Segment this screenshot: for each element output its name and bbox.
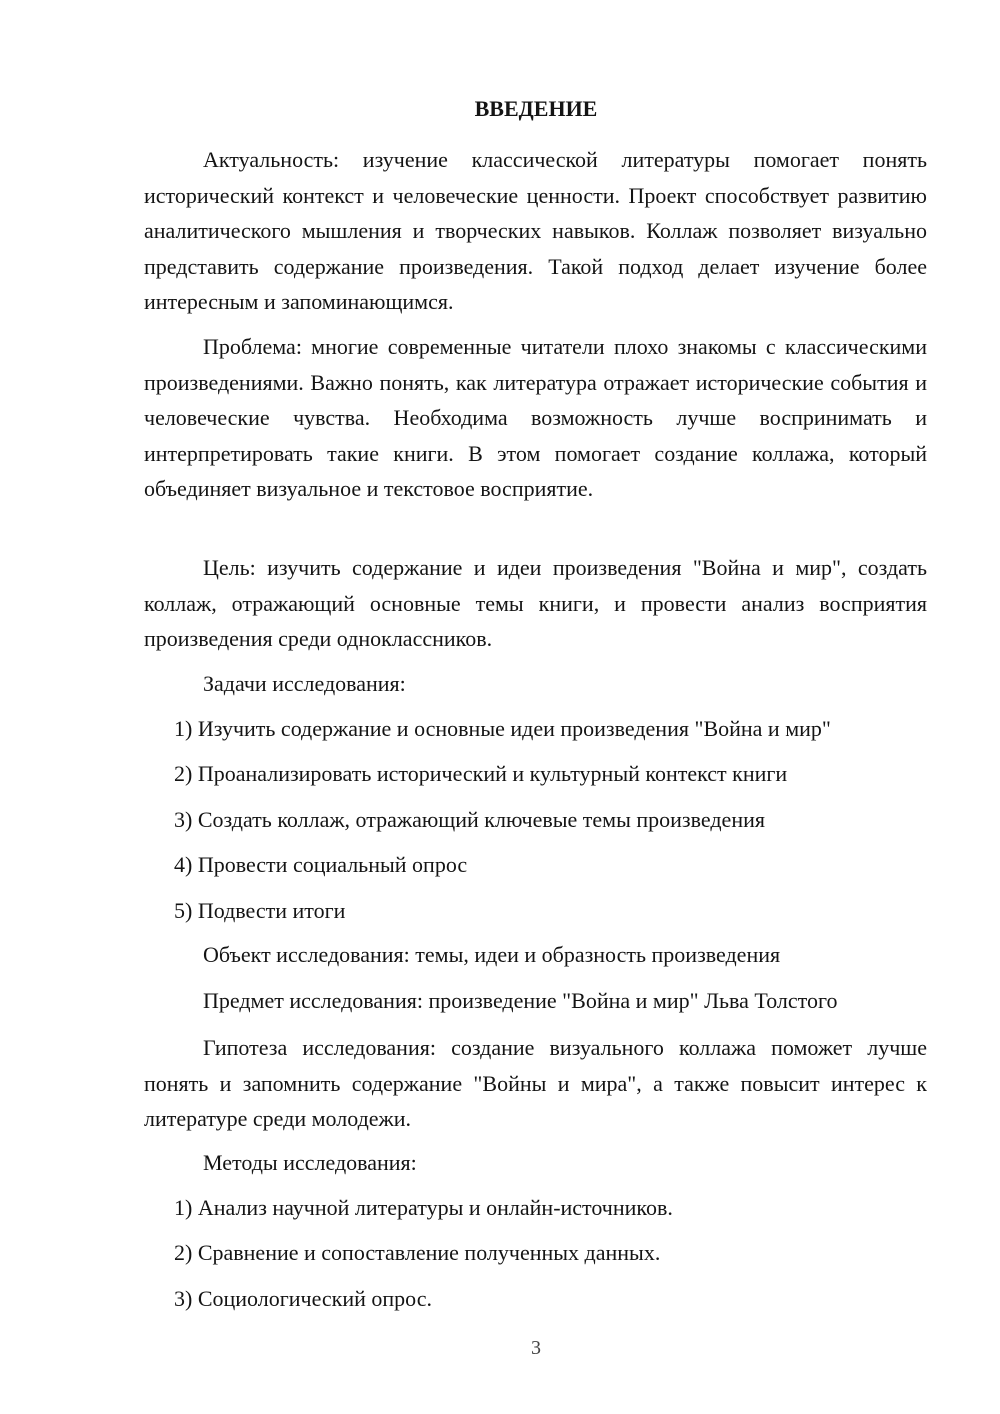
problem-paragraph: Проблема: многие современные читатели плохо знакомы с классическими произведениями. Важно понять, как литература отражает исторические события и человеческие чувства. Необходима возможность лучше воспринимать и интерпретировать такие книги. В этом помогает создание коллажа, который объединяет визуальное и текстовое восприятие. bbox=[144, 334, 927, 501]
list-item-task-3: 3) Создать коллаж, отражающий ключевые темы произведения bbox=[174, 807, 765, 832]
list-item-method-1: 1) Анализ научной литературы и онлайн-источников. bbox=[174, 1195, 673, 1220]
subject-line: Предмет исследования: произведение "Война и мир" Льва Толстого bbox=[203, 988, 838, 1013]
tasks-heading: Задачи исследования: bbox=[203, 671, 406, 696]
relevance-paragraph: Актуальность: изучение классической литературы помогает понять исторический контекст и человеческие ценности. Проект способствует развитию аналитического мышления и творческих навыков. Коллаж позволяет визуально представить содержание произведения. Такой подход делает изучение более интересным и запоминающимся. bbox=[144, 147, 927, 314]
object-line: Объект исследования: темы, идеи и образность произведения bbox=[203, 942, 781, 967]
page-title: ВВЕДЕНИЕ bbox=[474, 96, 598, 121]
list-item-method-3: 3) Социологический опрос. bbox=[174, 1286, 432, 1311]
methods-heading: Методы исследования: bbox=[203, 1150, 417, 1175]
list-item-task-4: 4) Провести социальный опрос bbox=[174, 852, 468, 877]
hypothesis-paragraph: Гипотеза исследования: создание визуального коллажа поможет лучше понять и запомнить содержание "Войны и мира", а также повысит интерес к литературе среди молодежи. bbox=[144, 1035, 927, 1131]
list-item-method-2: 2) Сравнение и сопоставление полученных данных. bbox=[174, 1240, 661, 1265]
list-item-task-2: 2) Проанализировать исторический и культурный контекст книги bbox=[174, 761, 788, 786]
list-item-task-1: 1) Изучить содержание и основные идеи произведения "Война и мир" bbox=[174, 716, 831, 741]
goal-paragraph: Цель: изучить содержание и идеи произведения "Война и мир", создать коллаж, отражающий основные темы книги, и провести анализ восприятия произведения среди одноклассников. bbox=[144, 555, 927, 651]
list-item-task-5: 5) Подвести итоги bbox=[174, 898, 346, 923]
page-number: 3 bbox=[531, 1337, 541, 1359]
